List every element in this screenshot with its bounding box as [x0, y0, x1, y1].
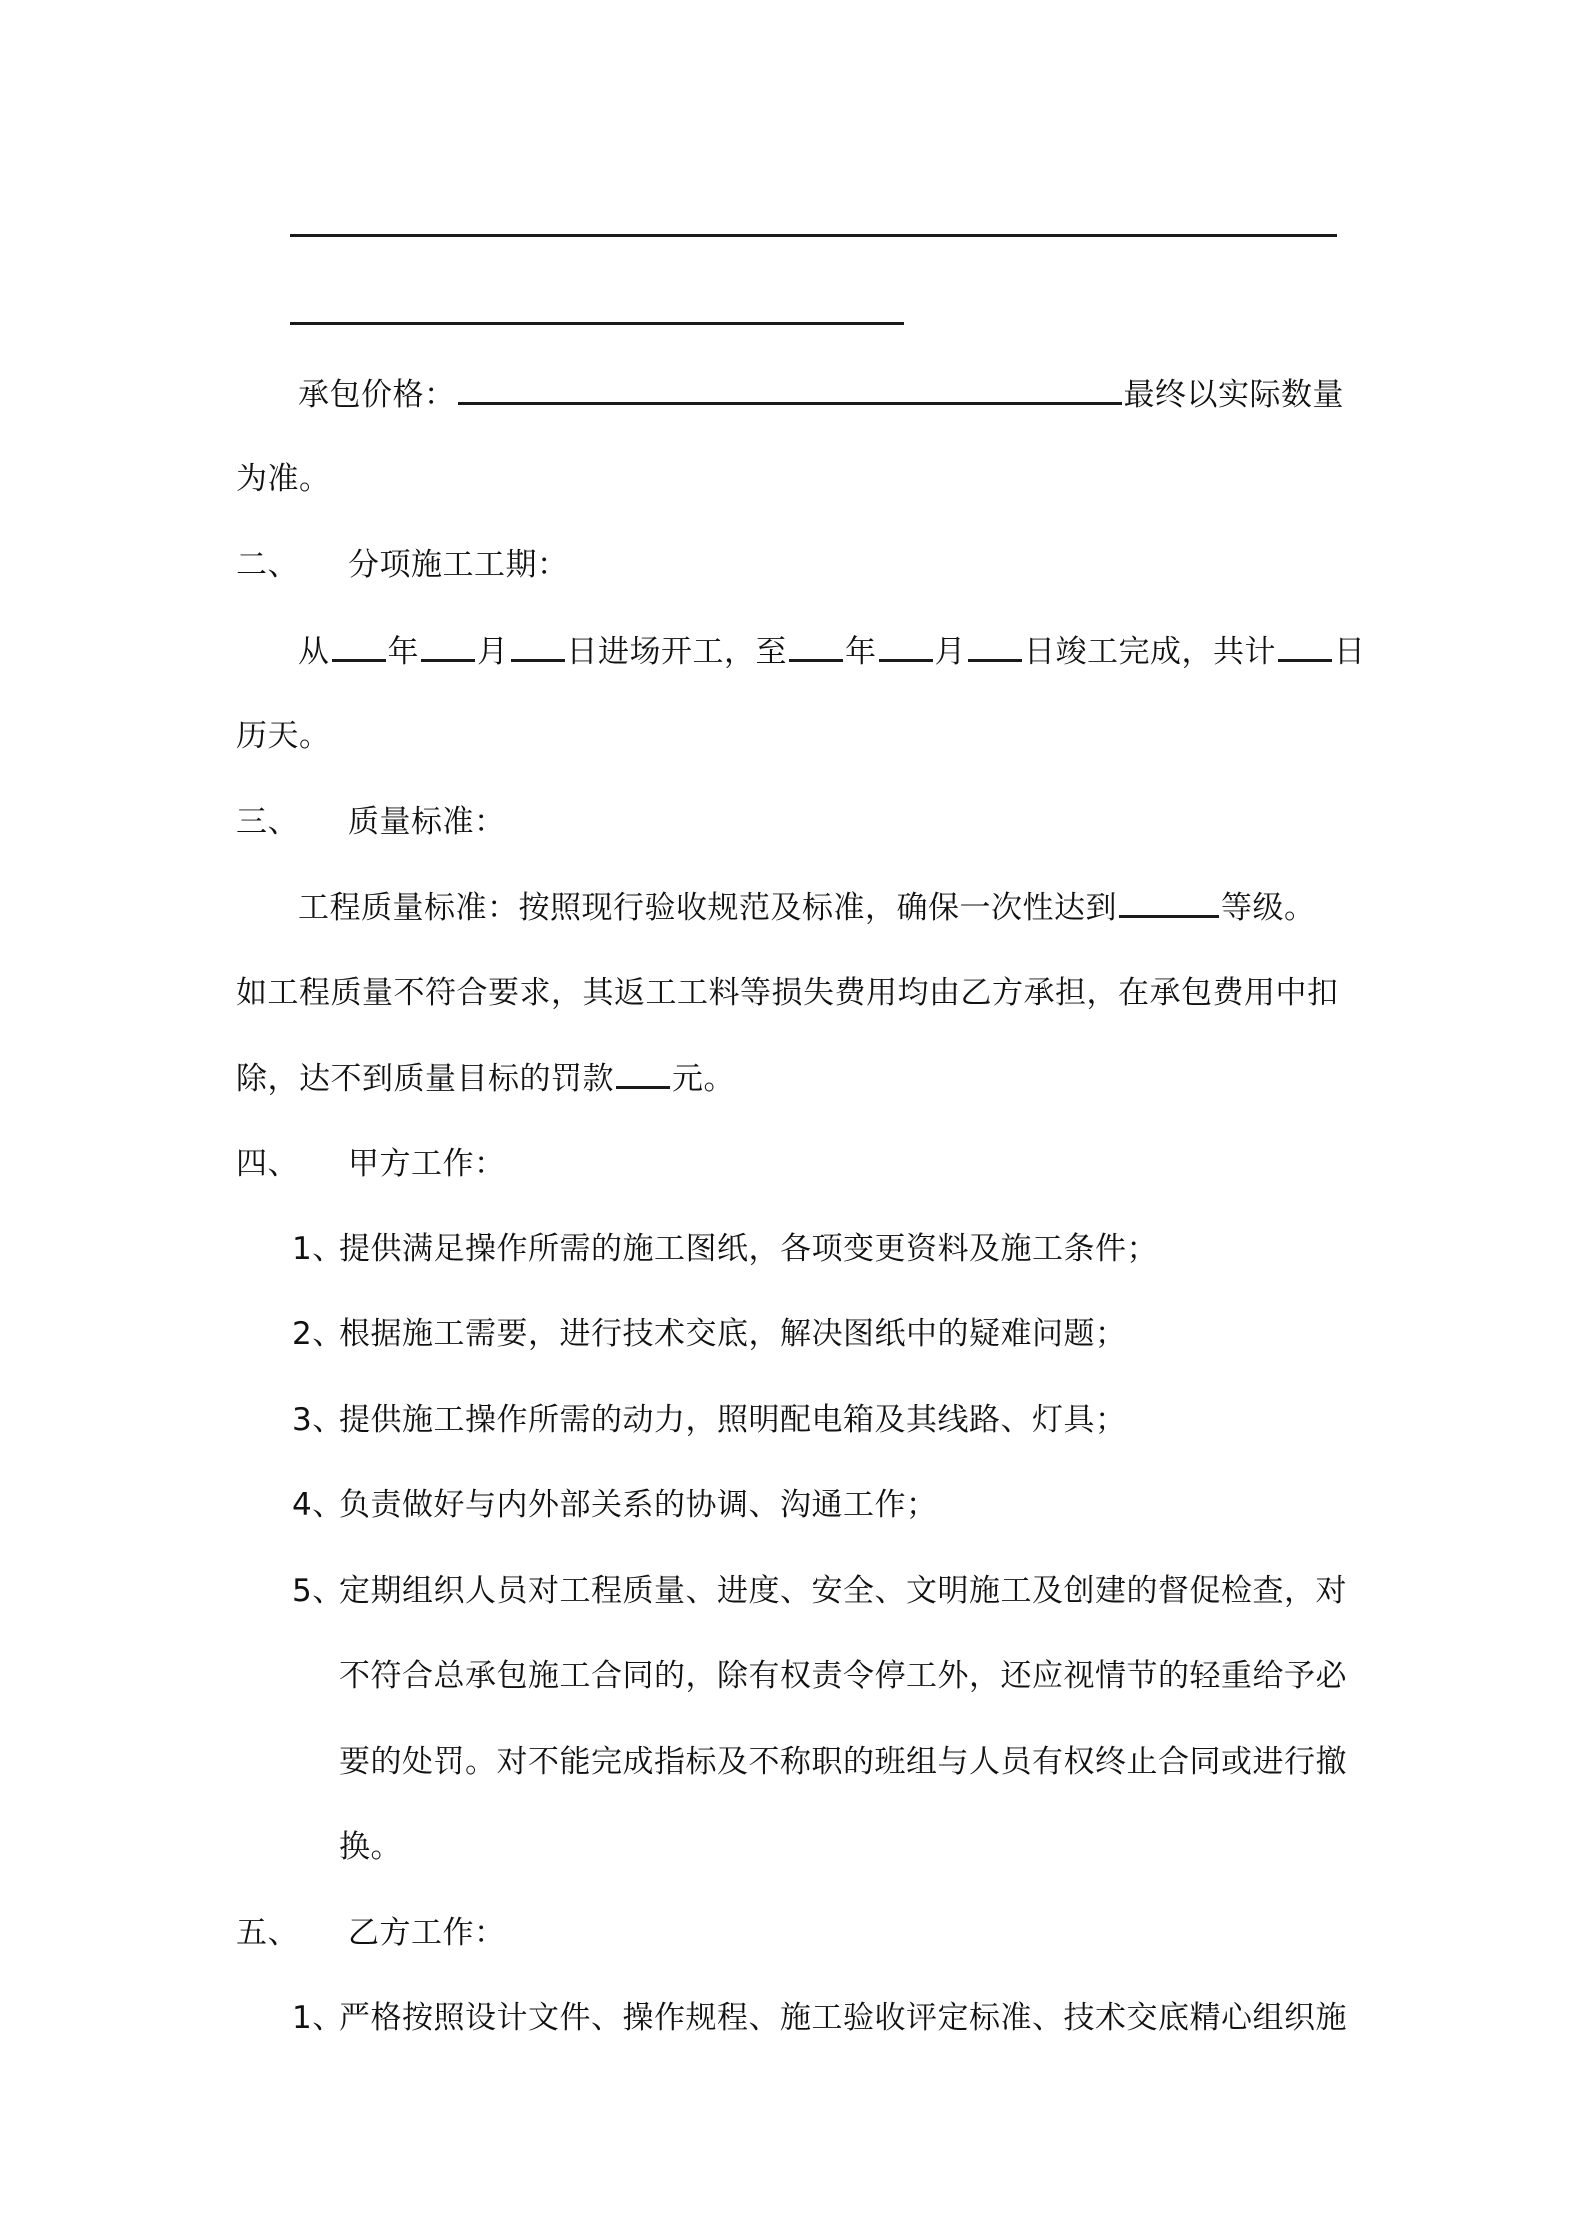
price-label: 承包价格：: [298, 377, 456, 413]
section-heading-2: [236, 545, 569, 585]
grade-blank: [1119, 887, 1219, 918]
blank-rule-1: [290, 234, 1337, 237]
list-item-continuation: 换。: [339, 1829, 402, 1865]
blank-rule-2: [290, 322, 904, 325]
list-item-continuation: 不符合总承包施工合同的，除有权责令停工外，还应视情节的轻重给予必: [339, 1658, 1347, 1694]
list-item: [292, 1229, 1158, 1269]
section-title: 乙方工作：: [348, 1915, 506, 1951]
list-text: 严格按照设计文件、操作规程、施工验收评定标准、技术交底精心组织施: [339, 2000, 1347, 2036]
section-title: 质量标准：: [348, 804, 506, 840]
quality-text: 元。: [672, 1061, 735, 1097]
quality-line-3: [236, 1058, 735, 1099]
list-number: 1、: [292, 1231, 344, 1267]
section-number: 二、: [236, 547, 299, 583]
quality-line-2: 如工程质量不符合要求，其返工工料等损失费用均由乙方承担，在承包费用中扣: [236, 975, 1339, 1011]
list-item: [292, 1998, 1347, 2038]
penalty-blank: [616, 1058, 670, 1089]
quality-text: 工程质量标准：按照现行验收规范及标准，确保一次性达到: [298, 890, 1117, 926]
schedule-continuation: 历天。: [236, 718, 331, 754]
schedule-line: [298, 631, 1366, 672]
schedule-text: 从: [298, 634, 330, 670]
section-heading-3: [236, 802, 506, 842]
list-text: 提供满足操作所需的施工图纸，各项变更资料及施工条件；: [339, 1231, 1158, 1267]
list-number: 5、: [292, 1573, 344, 1609]
list-text: 根据施工需要，进行技术交底，解决图纸中的疑难问题；: [339, 1316, 1127, 1352]
list-number: 3、: [292, 1402, 344, 1438]
section-heading-5: [236, 1913, 506, 1953]
schedule-text: 月: [477, 634, 509, 670]
year-blank: [332, 631, 386, 662]
price-suffix: 最终以实际数量: [1123, 377, 1344, 413]
schedule-text: 年: [387, 634, 419, 670]
list-item: [292, 1485, 938, 1525]
list-number: 2、: [292, 1316, 344, 1352]
section-number: 四、: [236, 1146, 299, 1182]
section-heading-4: [236, 1144, 506, 1184]
list-text: 负责做好与内外部关系的协调、沟通工作；: [339, 1487, 938, 1523]
schedule-text: 年: [845, 634, 877, 670]
list-number: 4、: [292, 1487, 344, 1523]
schedule-text: 日竣工完成，共计: [1024, 634, 1276, 670]
schedule-text: 月: [934, 634, 966, 670]
day-blank: [968, 631, 1022, 662]
quality-text: 除，达不到质量目标的罚款: [236, 1061, 614, 1097]
day-blank: [511, 631, 565, 662]
section-title: 分项施工工期：: [348, 547, 569, 583]
list-number: 1、: [292, 2000, 344, 2036]
total-days-blank: [1278, 631, 1332, 662]
section-title: 甲方工作：: [348, 1146, 506, 1182]
list-item: [292, 1571, 1347, 1611]
price-line: [298, 374, 1344, 415]
price-blank: [458, 374, 1122, 405]
month-blank: [421, 631, 475, 662]
list-text: 提供施工操作所需的动力，照明配电箱及其线路、灯具；: [339, 1402, 1127, 1438]
month-blank: [879, 631, 933, 662]
year-blank: [789, 631, 843, 662]
section-number: 三、: [236, 804, 299, 840]
list-item-continuation: 要的处罚。对不能完成指标及不称职的班组与人员有权终止合同或进行撤: [339, 1744, 1347, 1780]
list-text: 定期组织人员对工程质量、进度、安全、文明施工及创建的督促检查，对: [339, 1573, 1347, 1609]
quality-line-1: [298, 887, 1316, 928]
price-continuation: 为准。: [236, 461, 331, 497]
section-number: 五、: [236, 1915, 299, 1951]
schedule-text: 日进场开工，至: [566, 634, 787, 670]
list-item: [292, 1314, 1127, 1354]
schedule-text: 日: [1334, 634, 1366, 670]
list-item: [292, 1400, 1127, 1440]
quality-text: 等级。: [1221, 890, 1316, 926]
